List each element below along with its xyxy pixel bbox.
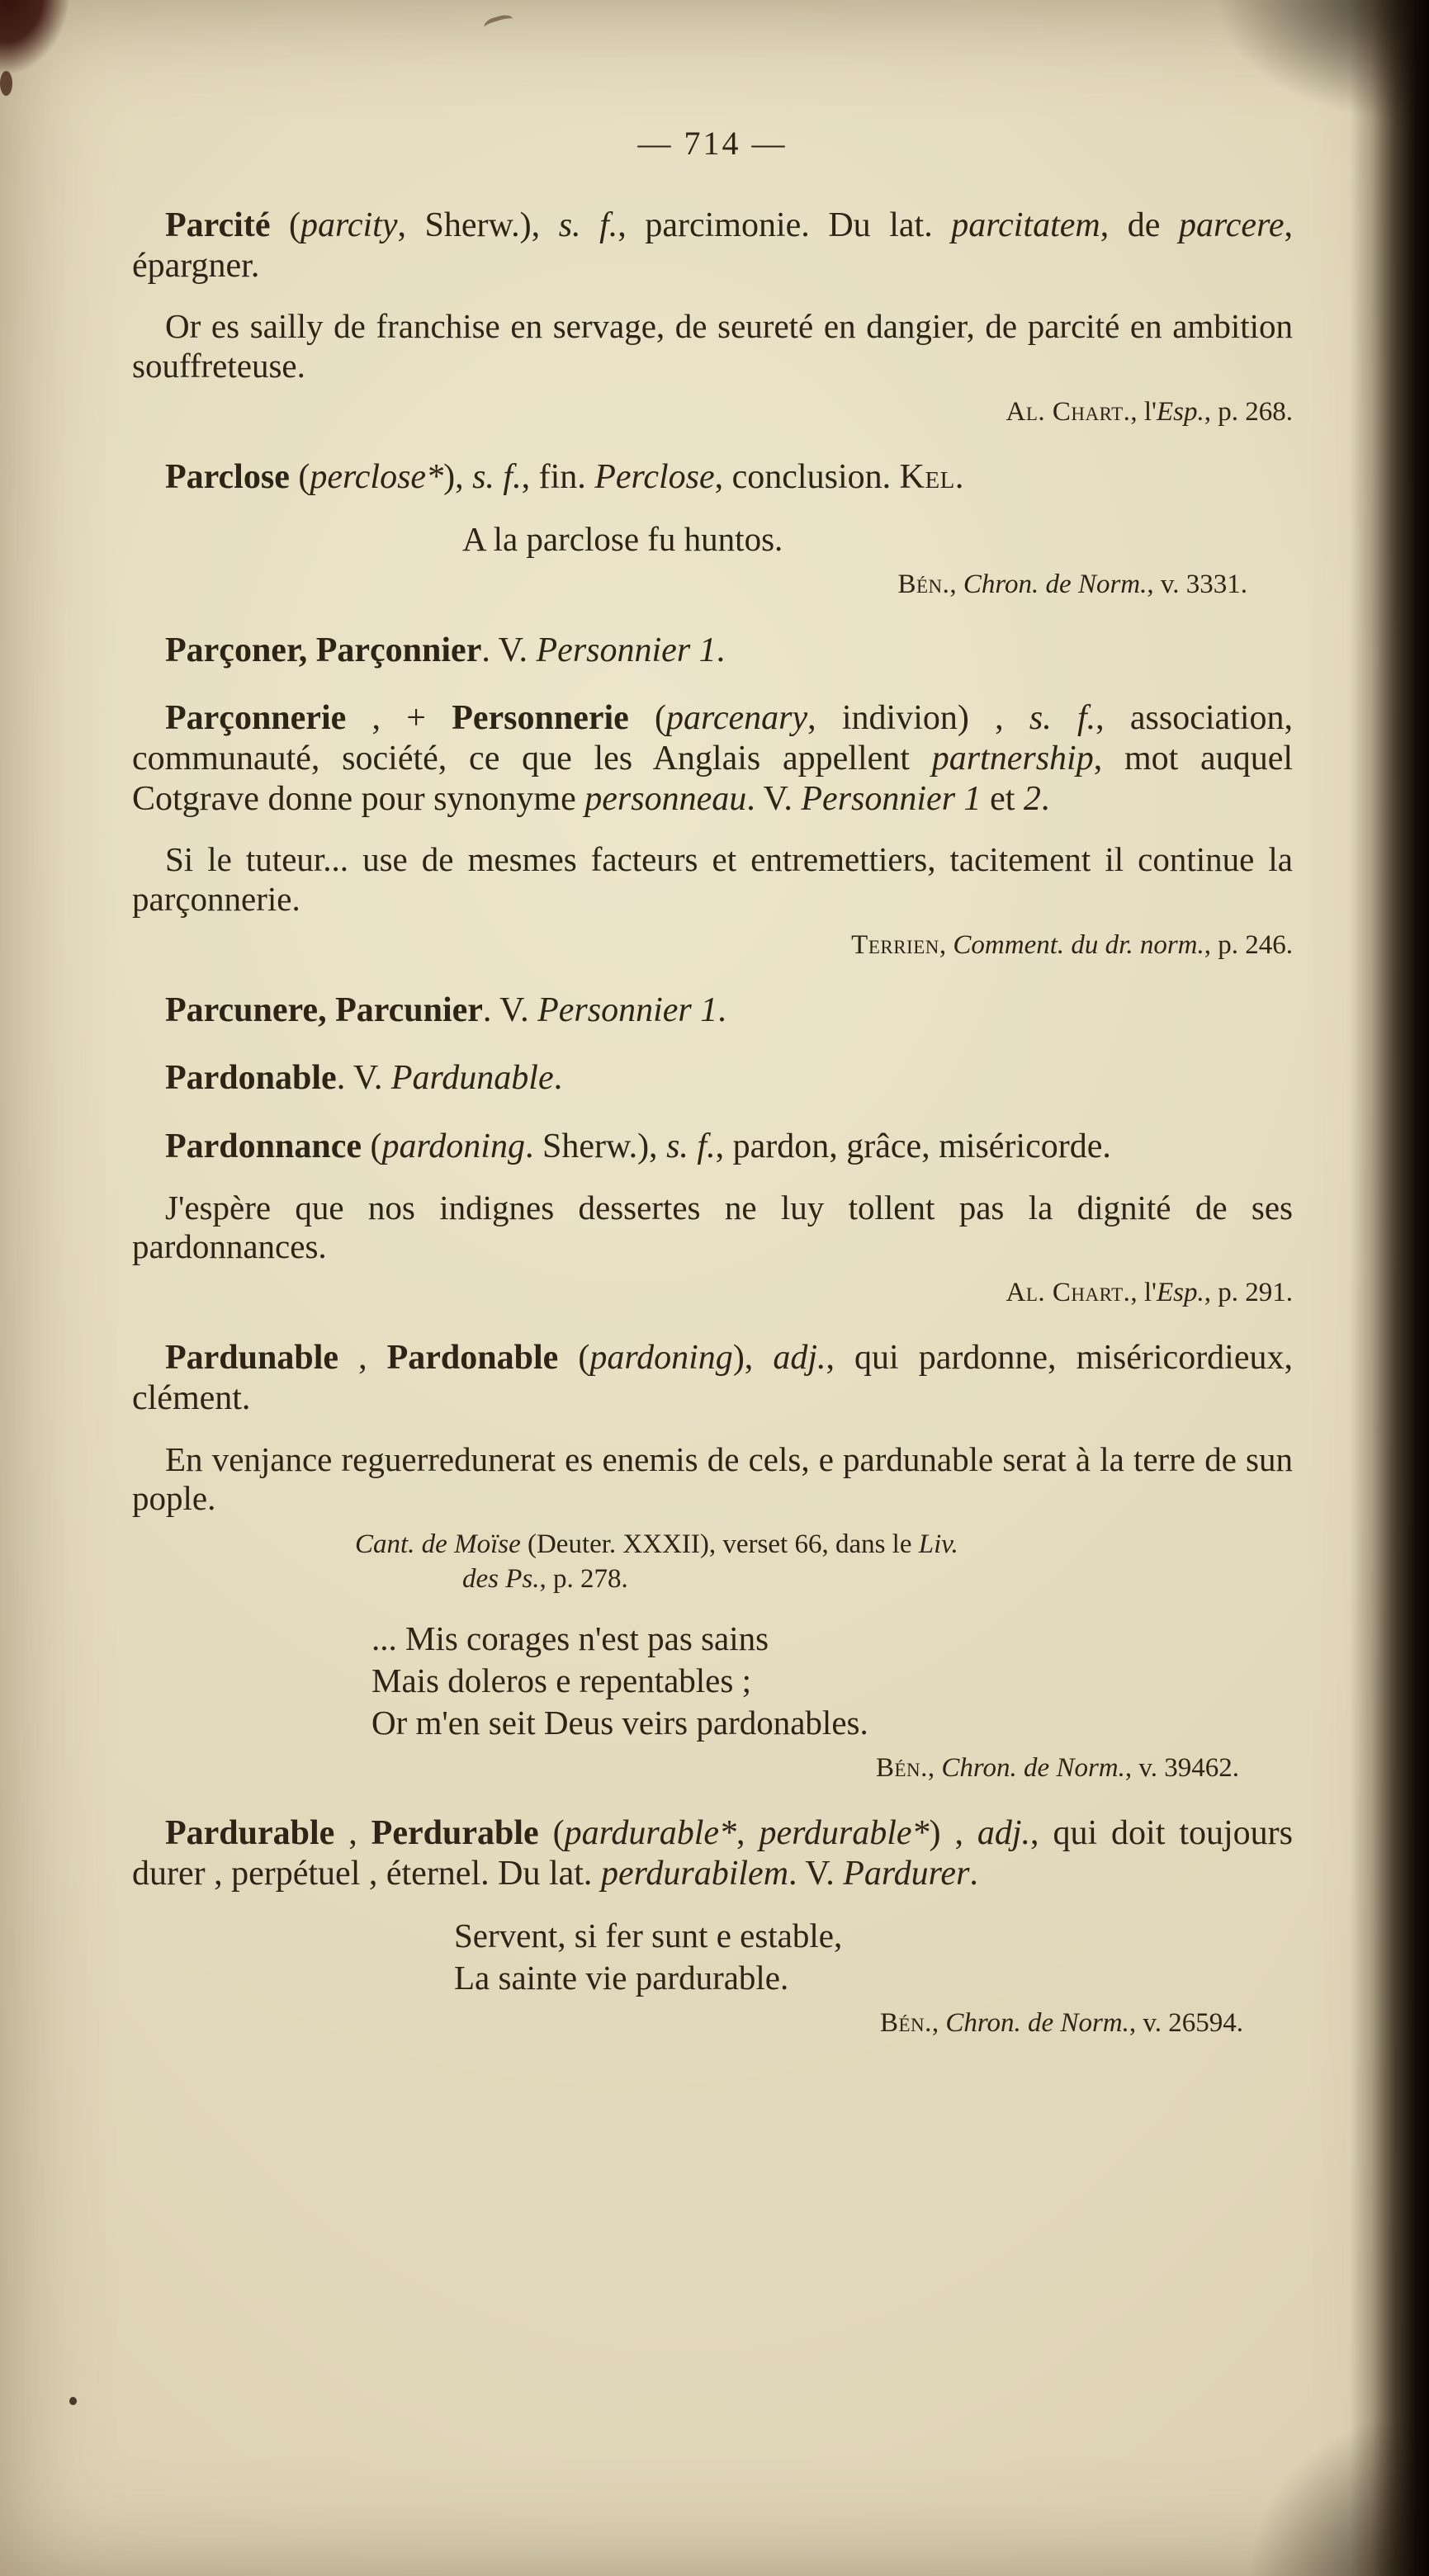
ink-speck — [0, 71, 12, 96]
citation-pardunable-1-line: Cant. de Moïse (Deuter. XXXII), verset 66, dans le Liv. — [355, 1529, 958, 1559]
verse-pardunable-line: Mais doleros e repentables ; — [371, 1661, 751, 1700]
page-content — [132, 124, 1293, 2050]
entry-parclose: Parclose (perclose*), s. f., fin. Perclose, conclusion. Kel. — [165, 457, 964, 496]
page-corner-stain — [0, 0, 72, 86]
entry-pardurable: Pardurable , Perdurable (pardurable*, perdurable*) , adj., qui doit toujours durer , perpétuel , éternel. Du lat. perdurabilem. V. Pardurer. — [132, 1813, 1293, 1893]
scratch-mark — [482, 12, 514, 33]
entry-pardunable: Pardunable , Pardonable (pardoning), adj., qui pardonne, miséricordieux, clément. — [132, 1339, 1293, 1417]
citation-parclose: Bén., Chron. de Norm., v. 3331. — [897, 570, 1247, 600]
entry-parcite: Parcité (parcity, Sherw.), s. f., parcimonie. Du lat. parcitatem, de parcere, épargner. — [132, 206, 1293, 285]
entry-parconer: Parçoner, Parçonnier. V. Personnier 1. — [165, 631, 726, 669]
quotation-parconnerie: Si le tuteur... use de mesmes facteurs et entremettiers, tacitement il continue la parçonnerie. — [132, 840, 1293, 918]
citation-pardunable-1 — [132, 1527, 1293, 1596]
verse-pardurable — [132, 1915, 1293, 1999]
book-edge-shadow — [1350, 0, 1429, 2576]
citation-parconnerie: Terrien, Comment. du dr. norm., p. 246. — [851, 929, 1293, 960]
page-number: — 714 — — [637, 125, 788, 162]
entry-pardonnance: Pardonnance (pardoning. Sherw.), s. f., pardon, grâce, miséricorde. — [165, 1127, 1111, 1166]
citation-pardunable-1-line: des Ps., p. 278. — [462, 1564, 628, 1594]
verse-pardurable-line: Servent, si fer sunt e estable, — [454, 1917, 843, 1955]
quotation-pardonnance: J'espère que nos indignes dessertes ne luy tollent pas la dignité de ses pardonnances. — [132, 1188, 1293, 1266]
citation-parcite: Al. Chart., l'Esp., p. 268. — [1006, 396, 1293, 427]
citation-pardonnance: Al. Chart., l'Esp., p. 291. — [1006, 1278, 1293, 1307]
entry-parcunere: Parcunere, Parcunier. V. Personnier 1. — [165, 990, 726, 1029]
citation-pardurable: Bén., Chron. de Norm., v. 26594. — [880, 2008, 1243, 2039]
verse-parclose — [132, 518, 1293, 560]
verse-pardurable-line: La sainte vie pardurable. — [454, 1959, 789, 1997]
verse-pardunable-line: ... Mis corages n'est pas sains — [371, 1619, 769, 1658]
text-block — [132, 206, 1293, 2040]
entry-pardonable: Pardonable. V. Pardunable. — [165, 1059, 563, 1098]
verse-pardunable-line: Or m'en seit Deus veirs pardonables. — [371, 1703, 868, 1742]
quotation-parcite: Or es sailly de franchise en servage, de seureté en dangier, de parcité en ambition souffreteuse. — [132, 307, 1293, 385]
entry-parconnerie: Parçonnerie , + Personnerie (parcenary, indivion) , s. f., association, communauté, société, ce que les Anglais appellent partnership, mot auquel Cotgrave donne pour synonyme personneau. V. Personnier 1 et 2. — [132, 699, 1294, 818]
verse-parclose-line: A la parclose fu huntos. — [462, 520, 783, 559]
citation-pardunable-2: Bén., Chron. de Norm., v. 39462. — [876, 1752, 1239, 1783]
ink-dot — [69, 2397, 77, 2405]
verse-pardunable — [132, 1618, 1293, 1743]
quotation-pardunable-1: En venjance reguerredunerat es enemis de cels, e pardunable serat à la terre de sun pople. — [132, 1439, 1293, 1518]
